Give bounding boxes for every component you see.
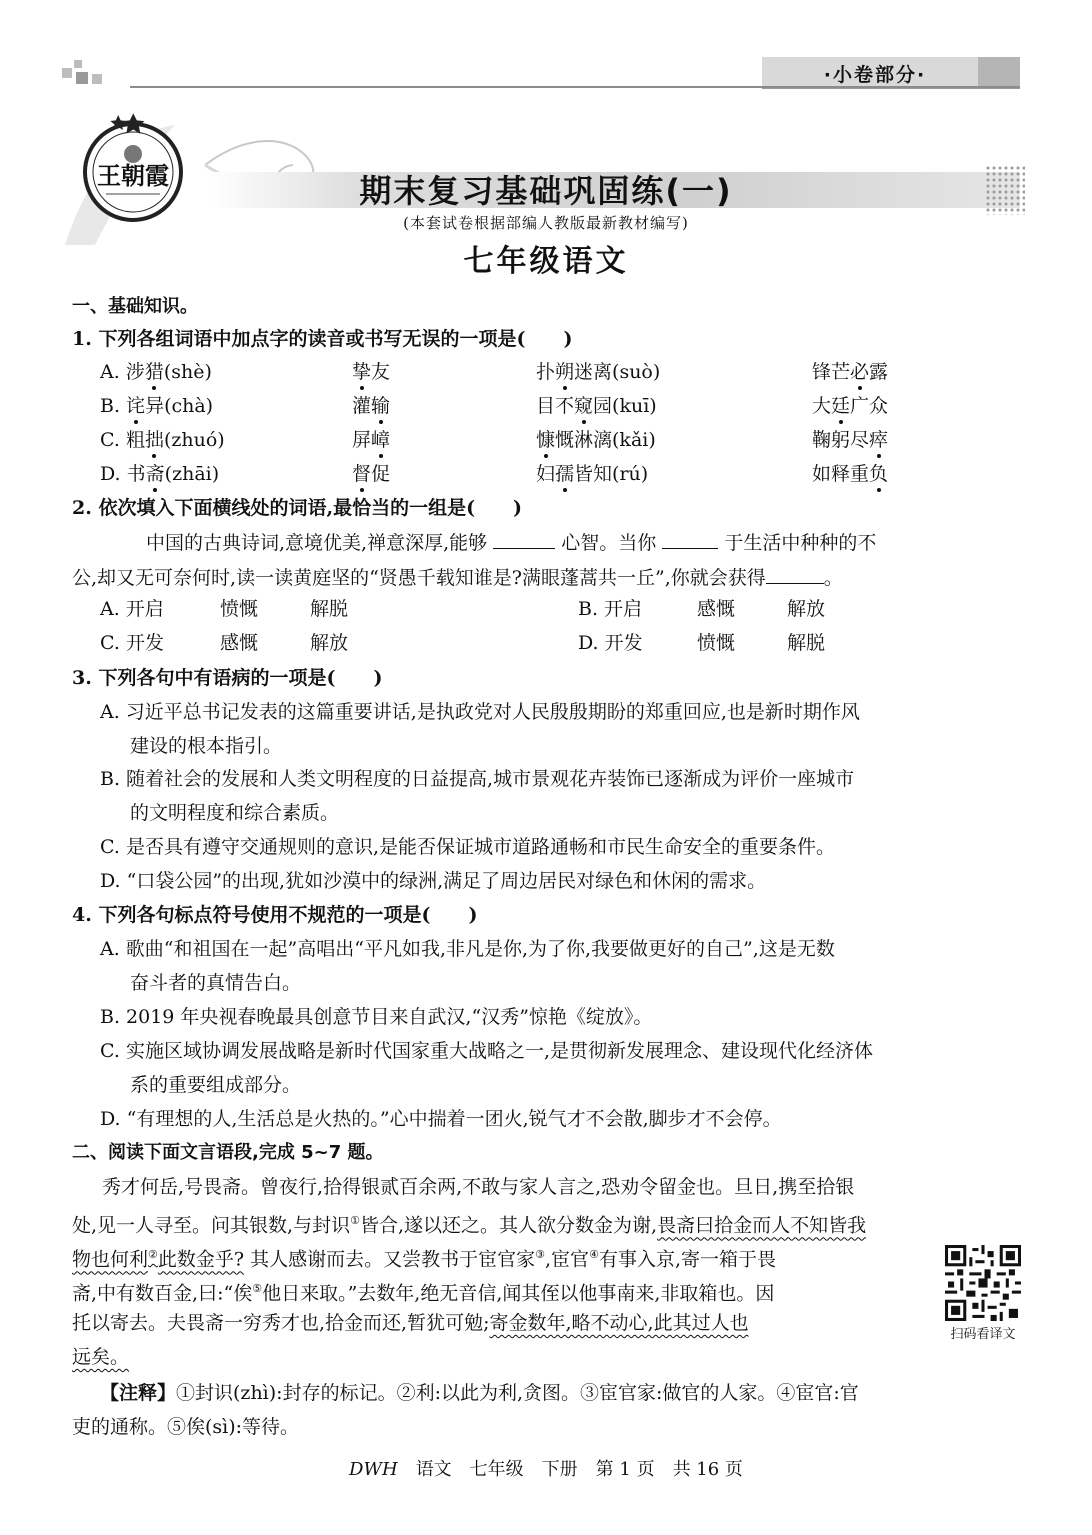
qr-label: 扫码看译文 [950, 1327, 1016, 1342]
q4-option-a-cont: 奋斗者的真情告白。 [130, 972, 302, 994]
header-rule [130, 86, 1020, 88]
q3-option-a: A. 习近平总书记发表的这篇重要讲话,是执政党对人民殷殷期盼的郑重回应,也是新时期作风 [100, 701, 860, 723]
q4-option-b: B. 2019 年央视春晚最具创意节目来自武汉,“汉秀”惊艳《绽放》。 [100, 1006, 653, 1028]
q4-stem: 4. 下列各句标点符号使用不规范的一项是( ) [72, 904, 478, 926]
passage-line-4: 斋,中有数百金,曰:“俟⑤他日来取。”去数年,绝无音信,闻其侄以他事南来,非取箱也。因 [72, 1282, 775, 1305]
passage-line-3: 物也何利②此数金乎? 其人感谢而去。又尝教书于宦官家③,宦官④有事入京,寄一箱于畏 [72, 1248, 776, 1271]
q2-passage-line1: 中国的古典诗词,意境优美,禅意深厚,能够 心智。当你 于生活中种种的不 [146, 532, 877, 554]
annotation-line-1: 【注释】①封识(zhì):封存的标记。②利:以此为利,贪图。③宦官家:做官的人家。④宦官:官 [100, 1382, 859, 1404]
page-title: 期末复习基础巩固练(一) [359, 172, 733, 210]
section-tab-accent [978, 57, 1020, 87]
footer-code: DWH [349, 1459, 398, 1480]
footer-text: 语文 七年级 下册 第 1 页 共 16 页 [415, 1459, 743, 1480]
q1-stem: 1. 下列各组词语中加点字的读音或书写无误的一项是( ) [72, 328, 573, 350]
passage-line-6: 远矣。 [72, 1346, 130, 1368]
wavy-underlined-sentence: 畏斋曰拾金而人不知皆我 [657, 1214, 867, 1237]
section-tab-label: ·小卷部分· [823, 64, 927, 86]
grade-title: 七年级语文 [463, 244, 629, 279]
q3-option-b: B. 随着社会的发展和人类文明程度的日益提高,城市景观花卉装饰已逐渐成为评价一座城市 [100, 768, 855, 790]
passage-line-2: 处,见一人寻至。问其银数,与封识①皆合,遂以还之。其人欲分数金为谢,畏斋曰拾金而人不知皆我 [72, 1214, 867, 1237]
annotation-line-2: 吏的通称。⑤俟(sì):等待。 [72, 1416, 300, 1438]
subtitle-note: (本套试卷根据部编人教版最新教材编写) [403, 214, 689, 232]
q2-stem: 2. 依次填入下面横线处的词语,最恰当的一组是( ) [72, 497, 523, 519]
part2-heading: 二、阅读下面文言语段,完成 5~7 题。 [72, 1142, 384, 1163]
qr-code[interactable] [945, 1245, 1021, 1321]
q2-passage-line2: 公,却又无可奈何时,读一读黄庭坚的“贤愚千载知谁是?满眼蓬蒿共一丘”,你就会获得 。 [72, 567, 843, 589]
q3-option-b-cont: 的文明程度和综合素质。 [130, 802, 340, 824]
passage-line-5: 托以寄去。夫畏斋一穷秀才也,拾金而还,暂犹可勉;寄金数年,略不动心,此其过人也 [72, 1312, 749, 1334]
q4-option-c-cont: 系的重要组成部分。 [130, 1074, 302, 1096]
part1-heading: 一、基础知识。 [72, 296, 198, 317]
q3-option-a-cont: 建设的根本指引。 [130, 735, 283, 757]
q4-option-d: D. “有理想的人,生活总是火热的。”心中揣着一团火,锐气才不会散,脚步才不会停。 [100, 1108, 782, 1130]
page-footer [0, 1455, 1092, 1481]
q3-option-d: D. “口袋公园”的出现,犹如沙漠中的绿洲,满足了周边居民对绿色和休闲的需求。 [100, 870, 767, 892]
corner-decoration [62, 60, 106, 86]
q3-stem: 3. 下列各句中有语病的一项是( ) [72, 667, 383, 689]
passage-line-1: 秀才何岳,号畏斋。曾夜行,拾得银贰百余两,不敢与家人言之,恐劝令留金也。旦日,携至拾银 [102, 1176, 855, 1198]
q4-option-c: C. 实施区域协调发展战略是新时代国家重大战略之一,是贯彻新发展理念、建设现代化经济体 [100, 1040, 873, 1062]
q4-option-a: A. 歌曲“和祖国在一起”高唱出“平凡如我,非凡是你,为了你,我要做更好的自己”,这是无数 [100, 938, 835, 960]
logo-text: 王朝霞 [97, 161, 169, 190]
q3-option-c: C. 是否具有遵守交通规则的意识,是能否保证城市道路通畅和市民生命安全的重要条件。 [100, 836, 835, 858]
